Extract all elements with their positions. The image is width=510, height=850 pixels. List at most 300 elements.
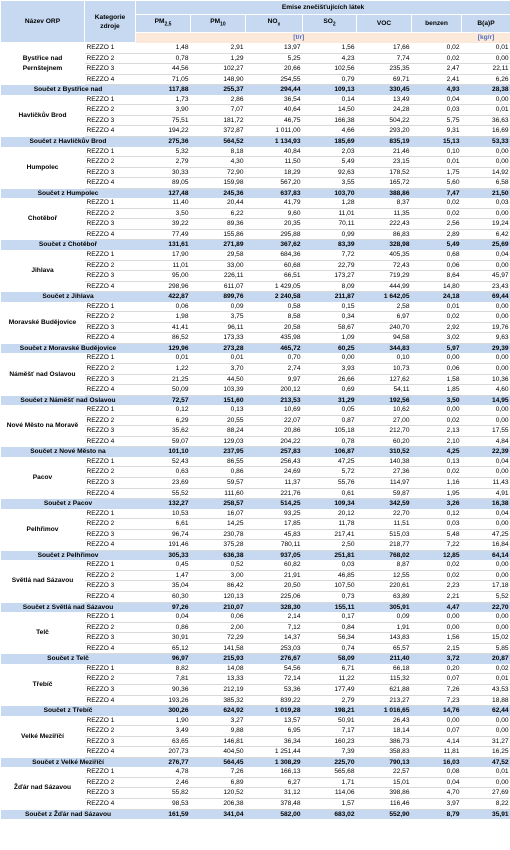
category-cell: REZZO 2 [85,260,136,271]
value-cell: 194,22 [136,126,191,137]
value-cell: 207,73 [136,747,191,758]
value-cell: 7,07 [191,105,246,116]
value-cell: 102,56 [303,64,357,75]
sum-value: 1 019,28 [246,706,303,716]
value-cell: 2,58 [357,302,412,312]
category-cell: REZZO 1 [85,457,136,467]
category-cell: REZZO 2 [85,415,136,426]
sum-value: 5,49 [412,240,462,250]
so2-header: $SO_2$ [303,15,357,33]
value-cell: 0,02 [412,198,462,208]
value-cell: 86,52 [136,333,191,344]
value-cell: 2,41 [412,74,462,85]
value-cell: 0,00 [462,53,510,64]
value-cell: 140,38 [357,457,412,467]
category-cell: REZZO 1 [85,560,136,570]
value-cell: 60,20 [357,436,412,447]
value-cell: 17,55 [462,426,510,437]
value-cell: 1,91 [357,622,412,633]
category-cell: REZZO 3 [85,219,136,230]
sum-row [1,602,510,612]
sum-label: Součet z Humpolec [1,188,136,198]
value-cell: 0,78 [136,53,191,64]
value-cell: 1,28 [303,198,357,208]
sum-value: 25,69 [462,240,510,250]
sum-value: 16,03 [412,757,462,767]
value-cell: 52,43 [136,457,191,467]
value-cell: 40,84 [246,147,303,157]
value-cell: 72,29 [191,633,246,644]
value-cell: 66,51 [246,271,303,282]
value-cell: 77,49 [136,229,191,240]
category-cell: REZZO 4 [85,178,136,189]
value-cell: 177,49 [303,684,357,695]
sum-value: 637,83 [246,188,303,198]
value-cell: 0,52 [191,560,246,570]
value-cell: 31,12 [246,788,303,799]
value-cell: 7,26 [191,767,246,777]
sum-value: 151,60 [191,395,246,405]
value-cell: 11,78 [303,519,357,530]
value-cell: 0,00 [462,777,510,788]
sum-row [1,188,510,198]
value-cell: 253,03 [246,643,303,654]
value-cell: 19,76 [462,322,510,333]
category-cell: REZZO 4 [85,74,136,85]
sum-value: 899,76 [191,292,246,302]
sum-label: Součet z Světlá nad Sázavou [1,602,136,612]
value-cell: 46,85 [303,570,357,581]
value-cell: 27,00 [357,415,412,426]
value-cell: 50,91 [303,716,357,726]
value-cell: 220,61 [357,581,412,592]
unit-kgr-label: [kg/r] [462,33,510,43]
value-cell: 222,43 [357,219,412,230]
value-cell: 8,87 [357,560,412,570]
value-cell: 66,18 [357,664,412,674]
sum-value: 1 308,29 [246,757,303,767]
value-cell: 2,56 [412,219,462,230]
value-cell: 5,60 [412,178,462,189]
sum-value: 101,10 [136,447,191,457]
value-cell: 20,66 [246,64,303,75]
category-cell: REZZO 3 [85,788,136,799]
value-cell: 18,88 [462,695,510,706]
value-cell: 378,48 [246,798,303,809]
value-cell: 55,52 [136,488,191,499]
category-cell: REZZO 4 [85,385,136,396]
category-cell: REZZO 4 [85,643,136,654]
sum-value: 305,91 [357,602,412,612]
sum-value: 192,56 [357,395,412,405]
orp-name: Jihlava [31,267,54,275]
value-cell: 1,90 [136,716,191,726]
sum-label: Součet z Bystřice nad [1,85,136,95]
value-cell: 47,25 [303,457,357,467]
value-cell: 0,02 [412,467,462,478]
sum-value: 21,50 [462,188,510,198]
value-cell: 72,14 [246,674,303,685]
sum-value: 552,90 [357,809,412,819]
value-cell: 1,09 [303,333,357,344]
sum-value: 20,87 [462,654,510,664]
value-cell: 0,02 [412,53,462,64]
category-cell: REZZO 2 [85,105,136,116]
value-cell: 0,34 [303,312,357,323]
value-cell: 212,19 [191,684,246,695]
value-cell: 1 011,00 [246,126,303,137]
value-cell: 0,84 [303,622,357,633]
sum-value: 96,97 [136,654,191,664]
value-cell: 0,02 [412,560,462,570]
value-cell: 0,00 [462,364,510,375]
value-cell: 8,82 [136,664,191,674]
value-cell: 0,00 [462,467,510,478]
value-cell: 5,75 [412,115,462,126]
value-cell: 0,00 [462,622,510,633]
value-cell: 6,97 [357,312,412,323]
orp-name: Třebíč [32,680,53,688]
value-cell: 60,68 [246,260,303,271]
value-cell: 0,02 [412,312,462,323]
sum-row [1,809,510,819]
value-cell: 719,29 [357,271,412,282]
value-cell: 166,38 [303,115,357,126]
category-cell: REZZO 1 [85,612,136,622]
value-cell: 7,12 [246,622,303,633]
value-cell: 0,00 [462,570,510,581]
sum-value: 330,45 [357,85,412,95]
value-cell: 0,08 [412,767,462,777]
category-cell: REZZO 3 [85,736,136,747]
sum-value: 64,14 [462,550,510,560]
value-cell: 0,00 [412,612,462,622]
value-cell: 14,37 [246,633,303,644]
category-cell: REZZO 1 [85,250,136,260]
pm10-header: $PM_{10}$ [191,15,246,33]
value-cell: 55,82 [136,788,191,799]
sum-value: 225,70 [303,757,357,767]
value-cell: 16,07 [191,509,246,519]
value-cell: 11,50 [246,157,303,168]
value-cell: 298,96 [136,281,191,292]
value-cell: 193,26 [136,695,191,706]
value-cell: 11,35 [357,208,412,219]
value-cell: 0,04 [412,95,462,105]
orp-name: Moravské Budějovice [8,318,77,326]
table-row [1,302,510,312]
value-cell: 2,10 [412,436,462,447]
value-cell: 63,89 [357,592,412,603]
value-cell: 2,86 [191,95,246,105]
value-cell: 3,00 [191,570,246,581]
value-cell: 63,65 [136,736,191,747]
sum-value: 683,02 [303,809,357,819]
value-cell: 4,14 [412,736,462,747]
sum-value: 127,48 [136,188,191,198]
sum-value: 185,69 [303,136,357,146]
sum-value: 109,34 [303,499,357,509]
value-cell: 0,15 [303,302,357,312]
value-cell: 0,99 [303,229,357,240]
value-cell: 0,20 [412,664,462,674]
value-cell: 0,00 [462,260,510,271]
sum-value: 24,18 [412,292,462,302]
value-cell: 8,37 [357,198,412,208]
value-cell: 13,57 [246,716,303,726]
sum-value: 310,52 [357,447,412,457]
orp-name: Humpolec [26,163,59,171]
sum-value: 103,70 [303,188,357,198]
category-cell: REZZO 4 [85,229,136,240]
value-cell: 8,64 [412,271,462,282]
value-cell: 173,27 [303,271,357,282]
value-cell: 10,73 [357,364,412,375]
category-cell: REZZO 2 [85,570,136,581]
value-cell: 11,40 [136,198,191,208]
value-cell: 444,99 [357,281,412,292]
sum-value: 62,44 [462,706,510,716]
value-cell: 18,29 [246,167,303,178]
sum-value: 636,38 [191,550,246,560]
sum-value: 3,72 [412,654,462,664]
sum-value: 328,98 [357,240,412,250]
value-cell: 13,97 [246,43,303,54]
value-cell: 26,66 [303,374,357,385]
value-cell: 127,62 [357,374,412,385]
value-cell: 22,07 [246,415,303,426]
value-cell: 0,01 [412,302,462,312]
value-cell: 29,58 [191,250,246,260]
value-cell: 6,27 [246,777,303,788]
table-row [1,612,510,622]
value-cell: 212,70 [357,426,412,437]
value-cell: 86,55 [191,457,246,467]
value-cell: 9,31 [412,126,462,137]
value-cell: 0,01 [462,767,510,777]
value-cell: 0,01 [412,157,462,168]
value-cell: 0,01 [191,353,246,363]
category-cell: REZZO 4 [85,126,136,137]
value-cell: 114,97 [357,478,412,489]
orp-name: Havlíčkův Brod [18,111,67,119]
value-cell: 4,60 [462,385,510,396]
bap-header: B(a)P [462,15,510,33]
value-cell: 8,18 [191,147,246,157]
value-cell: 2,79 [136,157,191,168]
value-cell: 0,00 [462,95,510,105]
value-cell: 129,03 [191,436,246,447]
category-cell: REZZO 1 [85,95,136,105]
value-cell: 11,01 [303,208,357,219]
value-cell: 385,32 [191,695,246,706]
value-cell: 75,51 [136,115,191,126]
category-cell: REZZO 4 [85,695,136,706]
sum-label: Součet z Nové Město na [1,447,136,457]
value-cell: 3,27 [191,716,246,726]
value-cell: 2,13 [412,426,462,437]
sum-value: 367,62 [246,240,303,250]
value-cell: 567,20 [246,178,303,189]
value-cell: 1,47 [136,570,191,581]
sum-value: 3,26 [412,499,462,509]
value-cell: 235,35 [357,64,412,75]
value-cell: 93,25 [246,509,303,519]
sum-value: 835,19 [357,136,412,146]
category-cell: REZZO 1 [85,43,136,54]
table-row [1,95,510,105]
table-row [1,250,510,260]
value-cell: 31,27 [462,736,510,747]
sum-value: 198,21 [303,706,357,716]
value-cell: 120,13 [191,592,246,603]
value-cell: 9,60 [246,208,303,219]
value-cell: 7,17 [303,726,357,737]
value-cell: 3,93 [303,364,357,375]
value-cell: 0,86 [136,622,191,633]
orp-name: Telč [36,629,49,637]
value-cell: 56,34 [303,633,357,644]
value-cell: 72,43 [357,260,412,271]
value-cell: 69,71 [357,74,412,85]
category-cell: REZZO 3 [85,684,136,695]
category-cell: REZZO 2 [85,519,136,530]
sum-value: 16,38 [462,499,510,509]
value-cell: 72,90 [191,167,246,178]
orp-name: Chotěboř [27,215,58,223]
value-cell: 565,68 [303,767,357,777]
sum-row [1,550,510,560]
category-cell: REZZO 3 [85,167,136,178]
value-cell: 0,07 [412,674,462,685]
sum-row [1,395,510,405]
sum-value: 83,39 [303,240,357,250]
sum-label: Součet z Náměšť nad Oslavou [1,395,136,405]
sum-row [1,136,510,146]
sum-value: 344,83 [357,343,412,353]
value-cell: 0,00 [412,622,462,633]
sum-row [1,499,510,509]
benzen-header: benzen [412,15,462,33]
value-cell: 0,06 [412,260,462,271]
value-cell: 1,56 [303,43,357,54]
value-cell: 27,69 [462,788,510,799]
value-cell: 14,50 [303,105,357,116]
value-cell: 780,11 [246,540,303,551]
sum-value: 211,87 [303,292,357,302]
value-cell: 44,50 [191,374,246,385]
value-cell: 8,09 [303,281,357,292]
value-cell: 0,00 [462,353,510,363]
category-cell: REZZO 3 [85,115,136,126]
value-cell: 86,42 [191,581,246,592]
table-row [1,716,510,726]
value-cell: 10,69 [246,405,303,415]
value-cell: 1,98 [136,312,191,323]
sum-value: 271,89 [191,240,246,250]
sum-value: 790,13 [357,757,412,767]
category-cell: REZZO 3 [85,64,136,75]
value-cell: 0,14 [303,95,357,105]
value-cell: 0,01 [462,105,510,116]
value-cell: 36,63 [462,115,510,126]
sum-value: 275,36 [136,136,191,146]
value-cell: 0,68 [412,250,462,260]
category-cell: REZZO 3 [85,633,136,644]
value-cell: 98,53 [136,798,191,809]
value-cell: 53,36 [246,684,303,695]
value-cell: 0,04 [412,777,462,788]
value-cell: 22,70 [357,509,412,519]
sum-label: Součet z Pelhřimov [1,550,136,560]
value-cell: 0,73 [303,592,357,603]
sum-value: 237,95 [191,447,246,457]
value-cell: 141,58 [191,643,246,654]
value-cell: 14,80 [412,281,462,292]
value-cell: 256,43 [246,457,303,467]
category-cell: REZZO 2 [85,726,136,737]
value-cell: 225,06 [246,592,303,603]
value-cell: 26,43 [357,716,412,726]
sum-value: 22,39 [462,447,510,457]
value-cell: 71,05 [136,74,191,85]
sum-value: 132,27 [136,499,191,509]
value-cell: 0,03 [412,519,462,530]
category-cell: REZZO 2 [85,364,136,375]
value-cell: 2,89 [412,229,462,240]
value-cell: 10,62 [357,405,412,415]
value-cell: 0,06 [136,302,191,312]
value-cell: 115,32 [357,674,412,685]
sum-value: 1 016,65 [357,706,412,716]
value-cell: 1,57 [303,798,357,809]
sum-value: 4,47 [412,602,462,612]
value-cell: 1,58 [412,374,462,385]
value-cell: 59,07 [136,436,191,447]
sum-value: 305,33 [136,550,191,560]
category-cell: REZZO 4 [85,281,136,292]
value-cell: 0,02 [462,664,510,674]
value-cell: 21,25 [136,374,191,385]
value-cell: 0,00 [462,208,510,219]
value-cell: 230,78 [191,529,246,540]
sum-value: 1 642,05 [357,292,412,302]
orp-name: Pacov [32,473,53,481]
value-cell: 375,28 [191,540,246,551]
value-cell: 295,88 [246,229,303,240]
orp-column-header: Název ORP [1,1,85,43]
value-cell: 2,50 [303,540,357,551]
orp-name: Velké Meziříčí [21,732,64,740]
category-cell: REZZO 2 [85,467,136,478]
value-cell: 0,69 [303,385,357,396]
value-cell: 65,12 [136,643,191,654]
value-cell: 0,00 [462,726,510,737]
value-cell: 358,83 [357,747,412,758]
sum-value: 215,93 [191,654,246,664]
sum-row [1,447,510,457]
sum-value: 1 134,93 [246,136,303,146]
value-cell: 621,88 [357,684,412,695]
value-cell: 4,23 [303,53,357,64]
value-cell: 0,04 [136,612,191,622]
sum-value: 937,05 [246,550,303,560]
sum-row [1,654,510,664]
category-cell: REZZO 1 [85,509,136,519]
category-cell: REZZO 2 [85,157,136,168]
value-cell: 30,91 [136,633,191,644]
value-cell: 1,22 [136,364,191,375]
